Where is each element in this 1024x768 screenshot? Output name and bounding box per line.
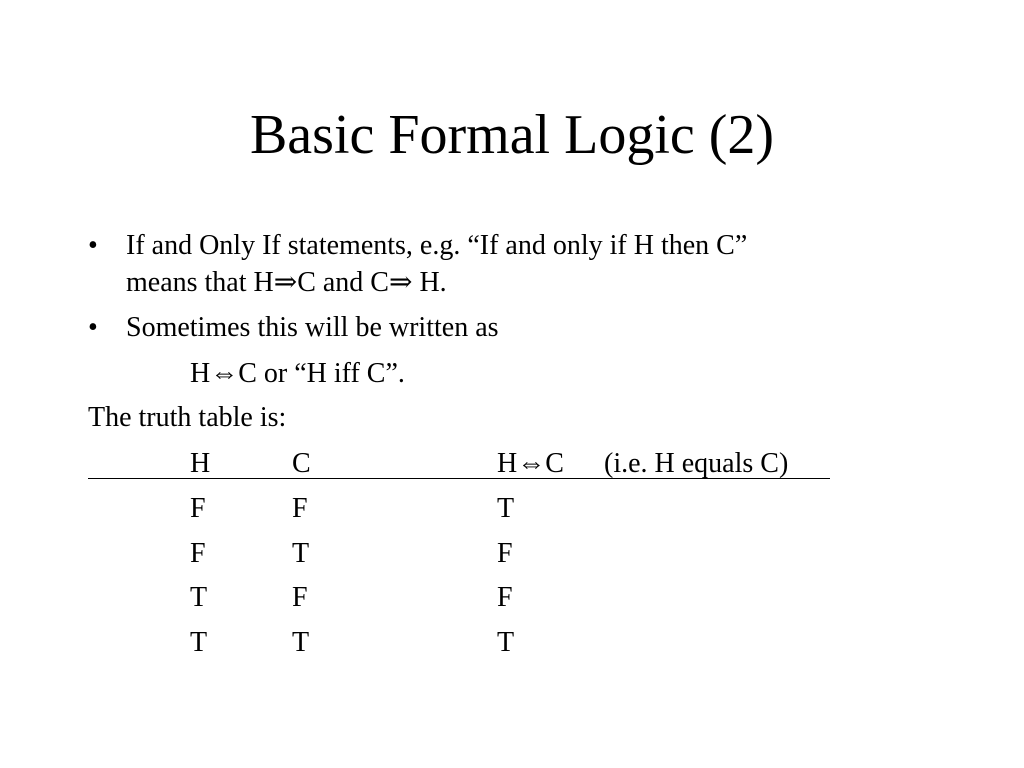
bullet-1-line-1: If and Only If statements, e.g. “If and only if H then C” xyxy=(126,230,748,261)
table-cell: T xyxy=(497,493,515,524)
table-header-underline xyxy=(88,478,830,479)
table-cell: F xyxy=(497,538,513,569)
table-cell: F xyxy=(292,582,308,613)
table-cell: T xyxy=(190,627,208,658)
table-header-c: C xyxy=(292,448,311,479)
slide-title: Basic Formal Logic (2) xyxy=(249,104,775,166)
table-cell: T xyxy=(292,538,310,569)
table-cell: F xyxy=(190,538,206,569)
truth-table-intro: The truth table is: xyxy=(88,402,287,433)
table-cell: T xyxy=(292,627,310,658)
bullet-marker: • xyxy=(88,230,98,261)
table-cell: T xyxy=(190,582,208,613)
bullet-marker: • xyxy=(88,312,98,343)
bullet-1-line-2: means that H⇒C and C⇒ H. xyxy=(126,267,447,298)
bullet-2-line-1: Sometimes this will be written as xyxy=(126,312,499,343)
table-cell: F xyxy=(190,493,206,524)
table-header-note: (i.e. H equals C) xyxy=(604,448,789,479)
table-cell: F xyxy=(292,493,308,524)
table-header-h: H xyxy=(190,448,211,479)
table-cell: F xyxy=(497,582,513,613)
indented-iff-line: H⇔C or “H iff C”. xyxy=(190,358,405,389)
table-header-h-iff-c: H⇔C xyxy=(497,448,564,479)
table-cell: T xyxy=(497,627,515,658)
